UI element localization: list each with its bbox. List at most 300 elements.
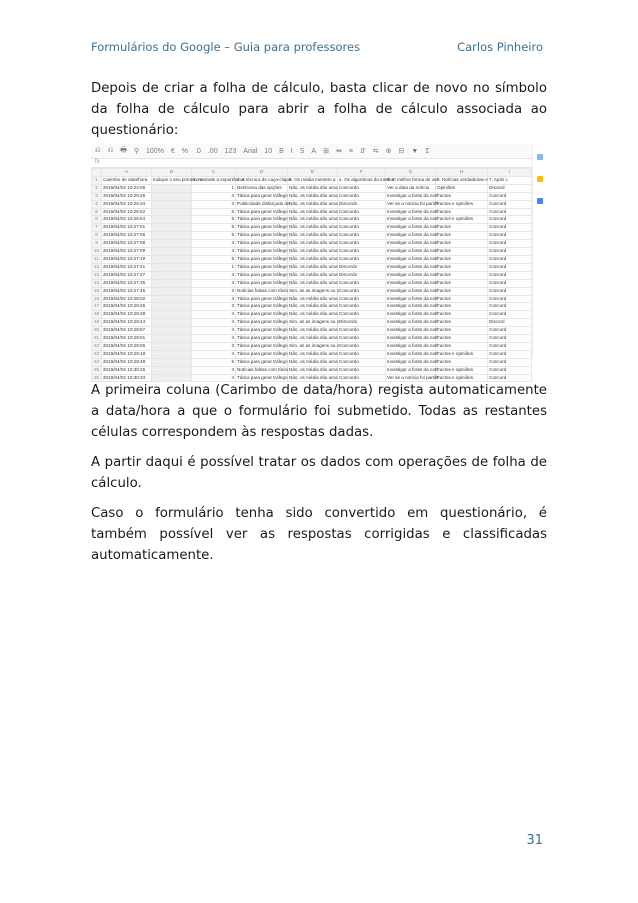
sheet-cell: 2019/04/02 10:29:01 [102,335,152,343]
sheet-cell: 6 [92,216,102,224]
table-row [92,319,532,327]
sheet-cell: 20 [92,327,102,335]
sheet-cell: Factos [436,271,488,279]
sheet-cell: 2019/04/02 10:24:06 [102,184,152,192]
toolbar-item: % [181,147,189,155]
sheet-cell: Investigar a fonte da notí [386,263,436,271]
sheet-cell: Concordo [338,335,386,343]
sheet-cell: Factos [436,255,488,263]
sheet-cell: 19 [92,319,102,327]
sheet-cell [152,295,192,303]
sheet-cell: Factos [436,311,488,319]
sheet-cell: Factos [436,327,488,335]
sheet-cell: Nenhuma das opções [236,184,288,192]
sheet-cell: Discordo [338,271,386,279]
sheet-cell: Investigar a fonte da notí [386,271,436,279]
sheet-cell: 5. O melhor forma de ver [386,176,436,184]
sheet-cell: Tática para gerar tráfego [236,192,288,200]
sheet-cell: 5 [192,208,236,216]
sheet-cell: Concordo [338,192,386,200]
sheet-cell: 22 [92,342,102,350]
sheet-cell: Concordo [338,224,386,232]
sheet-cell: Tática para gerar tráfego [236,255,288,263]
sheet-cell: Concord [488,240,532,248]
toolbar-item: ⇵ [359,148,366,155]
sheet-cell: Não, os média são uma [288,232,338,240]
toolbar-item: S [299,147,305,155]
sheet-cell: Concord [488,192,532,200]
sheet-cell [152,208,192,216]
sheet-cell: Factos [436,224,488,232]
table-row [92,295,532,303]
sheet-cell: Tática para gerar tráfego [236,271,288,279]
sheet-cell: Investigar a fonte da notí [386,327,436,335]
sheet-cell: Investigar a fonte da notí [386,232,436,240]
sheet-cell: Investigar a fonte da notí [386,335,436,343]
sheet-cell: Factos [436,192,488,200]
sheet-cell: B [152,169,192,177]
sheet-cell: Tática para gerar tráfego [236,240,288,248]
sheet-cell: 3 [192,287,236,295]
sheet-cell: 4 [192,350,236,358]
sheet-cell: Concordo [338,303,386,311]
sheet-cell: Sim, as as imagens ou v [288,287,338,295]
sheet-cell: Não, os média são uma [288,335,338,343]
sheet-cell: Discordo [338,200,386,208]
sheet-cell: Publicidade disfarçada de [236,200,288,208]
sheet-cell: A [102,169,152,177]
table-row [92,342,532,350]
sheet-cell: Factos e opiniões [436,216,488,224]
sheet-cell: Não, os média são uma [288,374,338,382]
sheet-cell [152,342,192,350]
sheet-cell: 10 [92,248,102,256]
sheet-cell: 4 [192,374,236,382]
sheet-cell: 26 [92,374,102,382]
sheet-grid [91,168,532,382]
sheet-cell [152,350,192,358]
sheet-cell: 2019/04/02 10:27:08 [102,240,152,248]
sheet-cell: Não, os média são uma [288,255,338,263]
sheet-cell: G [386,169,436,177]
sheet-cell: Tática para gerar tráfego [236,374,288,382]
sheet-cell: 2019/04/02 10:26:26 [102,192,152,200]
sheet-cell: 2019/04/02 10:28:02 [102,295,152,303]
sheet-cell: Indique o seu primeiro e [152,176,192,184]
spreadsheet-screenshot [91,144,547,380]
sheet-cell: Factos [436,208,488,216]
toolbar-item: 10 [264,147,273,155]
sheet-cell: Não, os média são uma [288,350,338,358]
sheet-cell: Não, os média são uma [288,184,338,192]
sheet-cell: Discord [488,319,532,327]
sheet-cell: Factos e opiniões [436,366,488,374]
sheet-cell: Não, os média são uma [288,248,338,256]
sheet-cell: Investigar a fonte da notí [386,248,436,256]
table-row [92,303,532,311]
table-row [92,216,532,224]
sheet-cell: Tática para gerar tráfego [236,311,288,319]
sheet-cell [152,192,192,200]
sheet-cell: Carimbo de data/hora [102,176,152,184]
sheet-cell [152,319,192,327]
sheet-cell: Concord [488,342,532,350]
sheet-cell: Concord [488,350,532,358]
sheet-cell: Investigar a fonte da notí [386,279,436,287]
sheet-cell: Concordo [338,287,386,295]
sheet-cell: 17 [92,303,102,311]
sheet-cell [152,287,192,295]
sheet-cell: 5 [192,216,236,224]
sheet-cell: Concordo [338,358,386,366]
toolbar-item: B [279,147,284,155]
toolbar-item: ⇆ [372,148,379,155]
sheet-cell: 4 [192,311,236,319]
sheet-cell: Concordo [338,311,386,319]
sheet-cell: Tática para gerar tráfego [236,327,288,335]
sheet-cell: I [488,169,532,177]
sheet-cell: 24 [92,358,102,366]
sheet-cell: Investigar a fonte da notí [386,358,436,366]
sheet-cell: Ver se a notícia foi partilh [386,200,436,208]
sheet-cell: 16 [92,295,102,303]
sheet-cell: Tática para gerar tráfego [236,279,288,287]
sheet-cell: Concord [488,279,532,287]
sheet-cell: Tática para gerar tráfego [236,248,288,256]
sheet-cell: C [192,169,236,177]
sheet-cell: 4 [192,319,236,327]
sheet-cell: 2019/04/02 10:27:19 [102,255,152,263]
table-row [92,350,532,358]
sheet-cell [152,279,192,287]
sheet-cell: Opiniões [436,184,488,192]
sheet-cell: 3 [192,342,236,350]
sheet-cell: 2019/04/02 10:27:35 [102,279,152,287]
sheet-cell: Concord [488,327,532,335]
sheet-cell: 2019/04/02 10:30:26 [102,366,152,374]
sheet-cell: Factos [436,232,488,240]
sheet-cell: Factos e opiniões [436,350,488,358]
sheet-cell: 4. Os algoritmos da interne [338,176,386,184]
sheet-cell: Não, os média são uma [288,224,338,232]
side-panel-icon [537,154,543,160]
sheet-cell [152,271,192,279]
sheet-cell: Tática para gerar tráfego [236,263,288,271]
toolbar-item: ⚲ [133,148,139,155]
sheet-cell: Concord [488,208,532,216]
page-number: 31 [526,833,543,848]
sheet-cell: 4 [192,271,236,279]
sheet-cell: Investigar a fonte da notí [386,208,436,216]
side-panel-icon [537,176,543,182]
sheet-cell [92,169,102,177]
sheet-cell: Investigar a fonte da notí [386,224,436,232]
sheet-cell: Concordo [338,279,386,287]
side-panel-icon [537,198,543,204]
toolbar-item: 123 [224,147,237,155]
toolbar-item: ⎌ [95,147,101,154]
sheet-cell: Não, os média são uma [288,358,338,366]
sheet-cell: Tática para gerar tráfego [236,232,288,240]
sheet-cell: Não, os média são uma [288,240,338,248]
sheet-cell: Não, os média são uma [288,271,338,279]
sheet-cell: Investigar a fonte da notí [386,287,436,295]
sheet-cell: 4 [192,327,236,335]
sheet-cell: 8 [92,232,102,240]
sheet-cell: Ver se a notícia foi partilh [386,374,436,382]
sheet-cell: Concord [488,287,532,295]
sheet-cell: Concordo [338,232,386,240]
quiz-paragraph: Caso o formulário tenha sido convertido em questionário, é também possível ver as respostas corrigidas e classificadas automaticamente. [91,506,547,563]
sheet-cell: E [288,169,338,177]
sheet-cell: 2019/04/02 10:27:21 [102,263,152,271]
sheet-cell: Factos e opiniões [436,200,488,208]
sheet-cell: 5 [92,208,102,216]
sheet-cell: Sim, as as imagens ou v [288,319,338,327]
sheet-cell: Concord [488,358,532,366]
sheet-cell: Tática para gerar tráfego [236,295,288,303]
sheet-cell: Concordo [338,295,386,303]
sheet-cell: Concordo [338,374,386,382]
sheet-cell: 5 [192,255,236,263]
sheet-cell: 3 [92,192,102,200]
sheet-cell: Factos [436,240,488,248]
intro-paragraph: Depois de criar a folha de cálculo, basta clicar de novo no símbolo da folha de cálculo para abrir a folha de cálculo associada ao questionário: [91,81,547,138]
sheet-cell: Tática para gerar tráfego [236,208,288,216]
sheet-cell: Factos [436,295,488,303]
treat-data-paragraph: A partir daqui é possível tratar os dados com operações de folha de cálculo. [91,455,547,491]
toolbar-item: ⊞ [323,148,329,155]
sheet-cell: Concordo [338,255,386,263]
sheet-cell [152,358,192,366]
toolbar-item: ⎌ [107,147,114,154]
sheet-cell: Concord [488,200,532,208]
sheet-cell: 2019/04/02 10:26:52 [102,208,152,216]
sheet-cell: 23 [92,350,102,358]
table-row [92,176,532,184]
running-header-title: Formulários do Google – Guia para professores [91,40,361,54]
sheet-cell: Concord [488,295,532,303]
sheet-cell: Concord [488,335,532,343]
sheet-cell: Discord [488,184,532,192]
sheet-cell: Tática para gerar tráfego [236,335,288,343]
sheet-cell: 5 [192,358,236,366]
sheet-cell: Concordo [338,350,386,358]
table-row [92,224,532,232]
sheet-cell: Investigar a fonte da notí [386,303,436,311]
sheet-cell: Tática para gerar tráfego [236,216,288,224]
sheet-cell: 3 [192,303,236,311]
sheet-cell: Não, os média são uma [288,263,338,271]
toolbar-item: 🖶 [120,146,127,154]
sheet-cell: Tática para gerar tráfego [236,350,288,358]
sheet-cell: 11 [92,255,102,263]
sheet-cell: 2019/04/02 10:29:48 [102,358,152,366]
sheet-cell: Concord [488,303,532,311]
toolbar-item: ≡ [348,147,353,155]
toolbar-item: .00 [207,147,218,155]
sheet-cell: Concord [488,271,532,279]
sheet-cell: 4 [192,335,236,343]
sheet-cell: 1 [92,176,102,184]
sheet-cell: 2019/04/02 10:29:18 [102,350,152,358]
sheet-cell: Tática para gerar tráfego [236,342,288,350]
toolbar-item: 100% [145,147,164,155]
table-row [92,279,532,287]
toolbar-item: ⇹ [335,148,342,155]
sheet-cell: 9 [92,240,102,248]
sheet-cell: 21 [92,335,102,343]
sheet-cell: 3. Os média mentem a [288,176,338,184]
table-row [92,232,532,240]
table-row [92,192,532,200]
first-column-paragraph: A primeira coluna (Carimbo de data/hora) regista automaticamente a data/hora a que o formulário foi submetido. Todas as restantes células correspondem às respostas dadas. [91,383,547,440]
sheet-cell [152,216,192,224]
sheet-cell: Concord [488,366,532,374]
sheet-cell: Investigar a fonte da notí [386,350,436,358]
toolbar-item: Σ [425,147,430,155]
sheet-cell: Concordo [338,216,386,224]
sheet-cell: Notícias falsas com título [236,366,288,374]
sheet-cell: 5 [192,232,236,240]
sheet-cell: 2019/04/02 10:28:57 [102,327,152,335]
sheet-cell [152,311,192,319]
sheet-cell: 2019/04/02 10:26:54 [102,216,152,224]
sheet-cell: 2019/04/02 10:28:26 [102,303,152,311]
sheet-cell: Notícias falsas com título [236,287,288,295]
sheet-cell: Concordo [338,240,386,248]
sheet-cell: Concord [488,216,532,224]
sheet-cell [152,366,192,374]
toolbar-item: A [311,147,317,155]
sheet-cell: 1 [192,184,236,192]
sheet-cell: Investigar a fonte da notí [386,319,436,327]
sheet-cell [152,335,192,343]
sheet-cell: Concordo [338,366,386,374]
sheet-cell: 7 [92,224,102,232]
table-row [92,240,532,248]
sheet-cell: 2019/04/02 10:28:44 [102,319,152,327]
sheet-cell: 18 [92,311,102,319]
table-row [92,255,532,263]
sheet-cell [152,232,192,240]
sheet-cell: F [338,169,386,177]
sheet-cell: Investigar a fonte da notí [386,295,436,303]
table-row [92,358,532,366]
sheet-cell: Não, os média são uma [288,303,338,311]
sheet-cell: 2 [92,184,102,192]
sheet-cell: 4 [192,248,236,256]
sheet-cell: 5 [192,224,236,232]
sheet-cell: 2019/04/02 10:27:27 [102,271,152,279]
sheet-cell: Concord [488,255,532,263]
sheet-cell: 2019/04/02 10:26:34 [102,200,152,208]
sheet-cell: 2019/04/02 10:27:01 [102,224,152,232]
sheet-cell: Factos [436,342,488,350]
sheet-cell: 4 [192,279,236,287]
sheet-cell [152,263,192,271]
toolbar-item: ⊕ [385,148,392,155]
sheet-cell: Não, os média são uma [288,192,338,200]
sheet-cell: Concord [488,232,532,240]
sheet-toolbar [91,144,535,159]
sheet-cell: Não, os média são uma [288,295,338,303]
sheet-cell: 4 [92,200,102,208]
table-row [92,271,532,279]
sheet-cell [152,184,192,192]
sheet-cell: 13 [92,271,102,279]
sheet-cell [152,224,192,232]
running-header-author: Carlos Pinheiro [457,40,543,54]
sheet-cell: 4 [192,240,236,248]
sheet-cell: Factos [436,335,488,343]
sheet-cell: Factos [436,248,488,256]
sheet-cell: Não, os média são uma [288,279,338,287]
sheet-cell: 12 [92,263,102,271]
sheet-cell: Investigar a fonte da notí [386,311,436,319]
sheet-cell [152,200,192,208]
formula-bar: fx [91,158,535,168]
table-row [92,311,532,319]
sheet-cell: Factos e opiniões [436,374,488,382]
table-row [92,327,532,335]
sheet-cell: 4 [192,295,236,303]
sheet-cell: Não, os média são uma [288,311,338,319]
table-row [92,200,532,208]
table-row [92,366,532,374]
sheet-cell: 4 [192,192,236,200]
sheet-cell: 1 [192,263,236,271]
sheet-cell [152,327,192,335]
sheet-cell: Não, os média são uma [288,216,338,224]
sheet-cell: 2019/04/02 10:27:45 [102,287,152,295]
sheet-cell: 2019/04/02 10:27:09 [102,248,152,256]
sheet-cell [152,303,192,311]
sheet-cell: 2019/04/02 10:27:06 [102,232,152,240]
sheet-cell: Não, os média são uma [288,366,338,374]
sheet-cell: 15 [92,287,102,295]
table-row [92,208,532,216]
sheet-cell: 2019/04/02 10:30:33 [102,374,152,382]
sheet-cell: Concordo [338,184,386,192]
sheet-cell: Factos [436,358,488,366]
toolbar-item: .0 [195,147,201,155]
sheet-cell: H [436,169,488,177]
sheet-cell: Concordo [338,327,386,335]
sheet-cell: Não, os média são uma [288,208,338,216]
sheet-cell: 14 [92,279,102,287]
sheet-cell [152,248,192,256]
sheet-cell: 7. Após c [488,176,532,184]
sheet-cell: Factos [436,279,488,287]
sheet-cell: Concord [488,248,532,256]
sheet-cell: 3 [192,200,236,208]
sheet-cell: Não, os média são uma [288,200,338,208]
toolbar-item: I [290,147,293,155]
sheet-cell: Tática para gerar tráfego [236,358,288,366]
table-row [92,335,532,343]
toolbar-item: ▼ [411,147,419,155]
sheet-cell: 2019/04/02 10:28:38 [102,311,152,319]
sheet-cell: Concordo [338,342,386,350]
sheet-cell: Concordo [338,248,386,256]
sheet-cell: Concord [488,224,532,232]
sheet-cell: Investigar a fonte da notí [386,216,436,224]
sheet-cell: Investigar a fonte da notí [386,240,436,248]
sheet-cell: Concord [488,374,532,382]
sheet-cell: Tática para gerar tráfego [236,319,288,327]
sheet-cell: Factos [436,263,488,271]
